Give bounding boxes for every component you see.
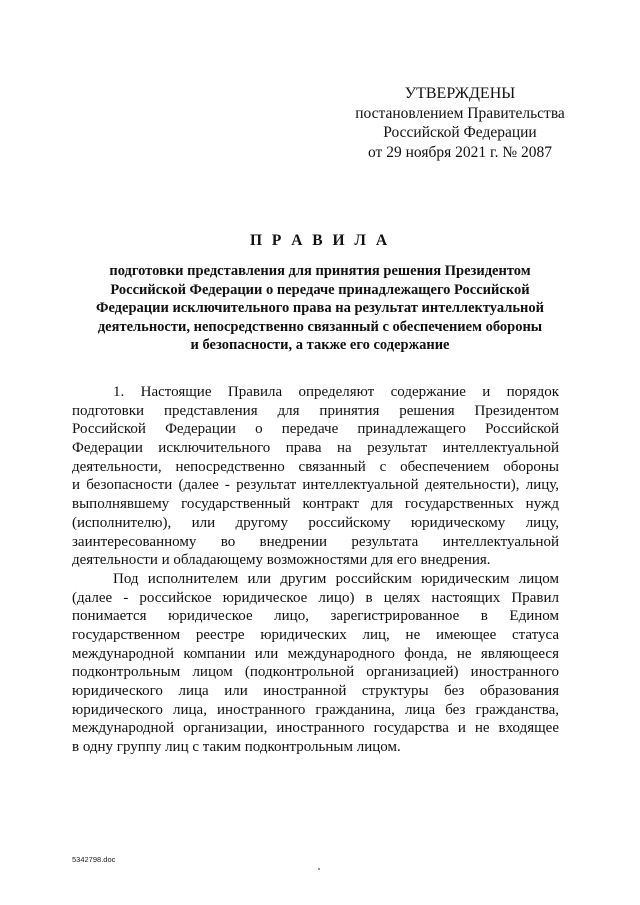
- document-title: П Р А В И Л А: [249, 232, 391, 249]
- document-subtitle: [70, 262, 570, 355]
- file-name-footer: 5342798.doc: [72, 855, 116, 864]
- text-line: деятельности и обладающему возможностями для его внедрения.: [72, 552, 491, 569]
- text-line: Российской Федерации о передаче принадлежащего Российской: [72, 421, 559, 438]
- text-line: юридического лица, иностранного гражданина, лица без гражданства,: [72, 701, 559, 718]
- paragraph-1: [72, 383, 559, 570]
- text-line: 1. Настоящие Правила определяют содержание и порядок: [113, 384, 559, 400]
- document-body: [72, 383, 559, 757]
- approval-block: [340, 84, 580, 162]
- text-line: международной организации, иностранного государства и не входящее: [72, 720, 559, 737]
- text-line: (далее - российское юридическое лицо) в целях настоящих Правил: [72, 589, 559, 606]
- text-line: в одну группу лиц с таким подконтрольным лицом.: [72, 739, 401, 756]
- text-line: Под исполнителем или другим российским юридическим лицом: [113, 570, 559, 587]
- text-line: юридического лица или иностранной структуры без образования: [72, 683, 559, 699]
- text-line: международной компании или международного фонда, не являющееся: [72, 645, 559, 662]
- text-line: подконтрольным лицом (подконтрольной организацией) иностранного: [72, 664, 559, 681]
- subtitle-line: Федерации исключительного права на результат интеллектуальной: [95, 300, 545, 316]
- approval-title: УТВЕРЖДЕНЫ: [404, 85, 516, 102]
- subtitle-line: и безопасности, а также его содержание: [190, 337, 450, 353]
- approval-line: постановлением Правительства: [355, 104, 565, 122]
- text-line: и безопасности (далее - результат интеллектуальной деятельности), лицу,: [72, 477, 559, 494]
- text-line: выполнявшему государственный контракт для государственных нужд: [72, 496, 559, 513]
- approval-date-number: от 29 ноября 2021 г. № 2087: [368, 143, 552, 161]
- text-line: понимается юридическое лицо, зарегистрированное в Едином: [72, 608, 559, 625]
- subtitle-line: Российской Федерации о передаче принадлежащего Российской: [110, 281, 530, 298]
- text-line: Федерации исключительного права на результат интеллектуальной: [72, 440, 559, 457]
- approval-line: Российской Федерации: [383, 124, 537, 141]
- paragraph-2: [72, 570, 559, 757]
- text-line: подготовки представления для принятия решения Президентом: [72, 402, 559, 419]
- text-line: (исполнителю), или другому российскому юридическому лицу,: [72, 514, 559, 531]
- text-line: заинтересованному во внедрении результата интеллектуальной: [72, 533, 559, 550]
- scan-speck: [318, 868, 320, 870]
- subtitle-line: подготовки представления для принятия решения Президентом: [109, 263, 531, 279]
- text-line: государственном реестре юридических лиц, не имеющее статуса: [72, 626, 559, 643]
- text-line: деятельности, непосредственно связанный с обеспечением обороны: [72, 458, 559, 475]
- subtitle-line: деятельности, непосредственно связанный с обеспечением обороны: [97, 318, 543, 335]
